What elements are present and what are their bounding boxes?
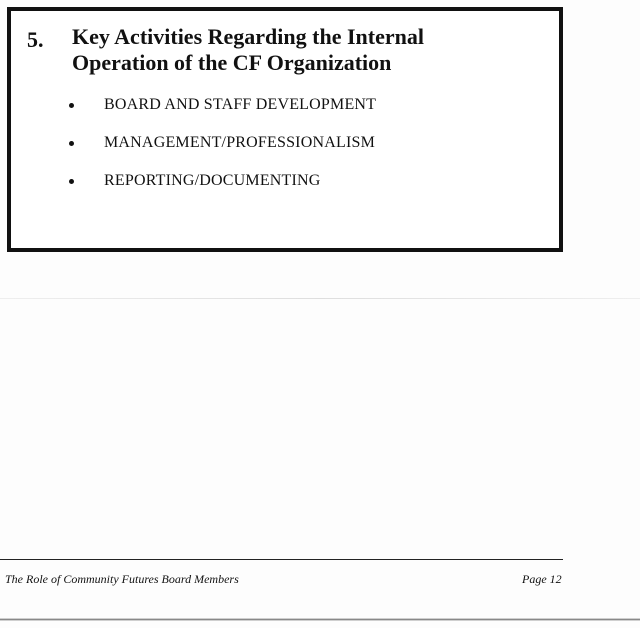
bullet-icon — [69, 141, 74, 146]
scan-crease — [0, 298, 640, 299]
page-bottom-edge — [0, 618, 640, 621]
footer-divider — [0, 559, 563, 560]
footer-document-title: The Role of Community Futures Board Members — [5, 572, 239, 586]
list-item-text: BOARD AND STAFF DEVELOPMENT — [104, 96, 377, 113]
list-item-text: MANAGEMENT/PROFESSIONALISM — [104, 134, 376, 151]
footer-page-number: Page 12 — [522, 572, 562, 586]
section-box — [7, 7, 563, 252]
bullet-icon — [69, 103, 74, 108]
section-number: 5. — [27, 27, 44, 52]
list-item-text: REPORTING/DOCUMENTING — [104, 172, 321, 189]
section-title — [72, 24, 532, 76]
section-title-line-2: Operation of the CF Organization — [72, 50, 392, 75]
section-title-line-1: Key Activities Regarding the Internal — [72, 24, 424, 49]
bullet-icon — [69, 179, 74, 184]
